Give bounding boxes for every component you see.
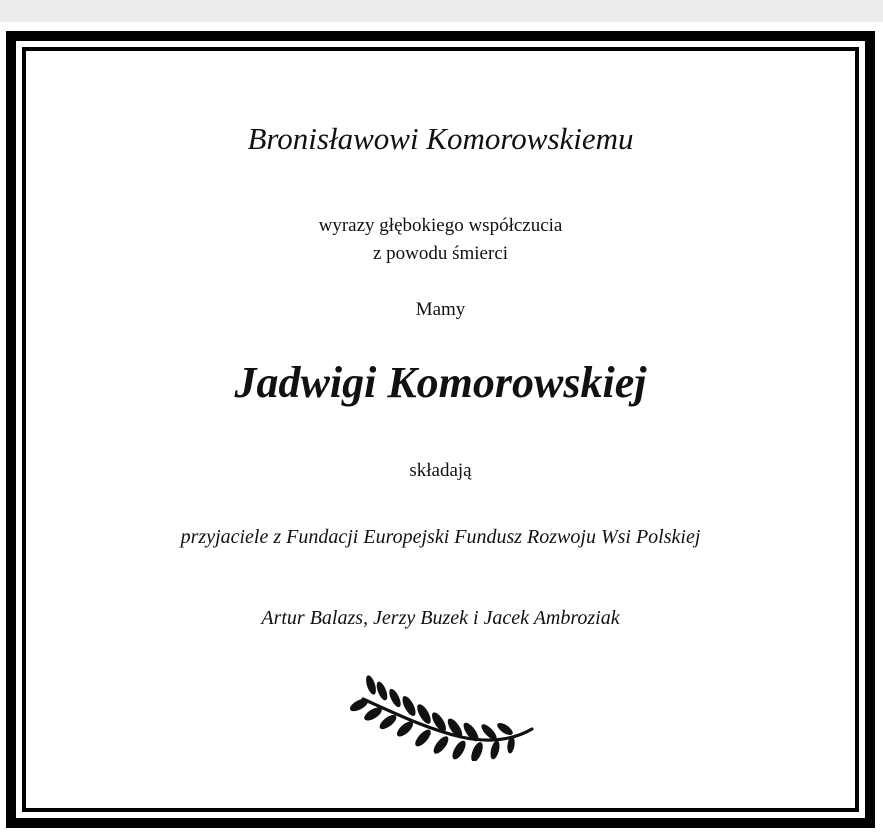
- mourning-frame: [6, 31, 875, 828]
- relation-text: Mamy: [415, 299, 466, 320]
- recipient-name: Bronisławowi Komorowskiemu: [247, 121, 634, 156]
- verb-text: składają: [409, 460, 472, 481]
- signatories-line: Artur Balazs, Jerzy Buzek i Jacek Ambroziak: [261, 607, 620, 629]
- olive-branch-icon: [349, 671, 539, 761]
- frame-inner-gap: [16, 41, 865, 818]
- deceased-name: Jadwigi Komorowskiej: [234, 358, 647, 407]
- notice-content: [26, 51, 855, 808]
- condolence-line-2: z powodu śmierci: [372, 243, 509, 264]
- frame-inner-border: [22, 47, 859, 812]
- condolence-line-1: wyrazy głębokiego współczucia: [318, 215, 563, 236]
- senders-line: przyjaciele z Fundacji Europejski Fundusz Rozwoju Wsi Polskiej: [180, 526, 701, 548]
- top-strip: [0, 0, 883, 22]
